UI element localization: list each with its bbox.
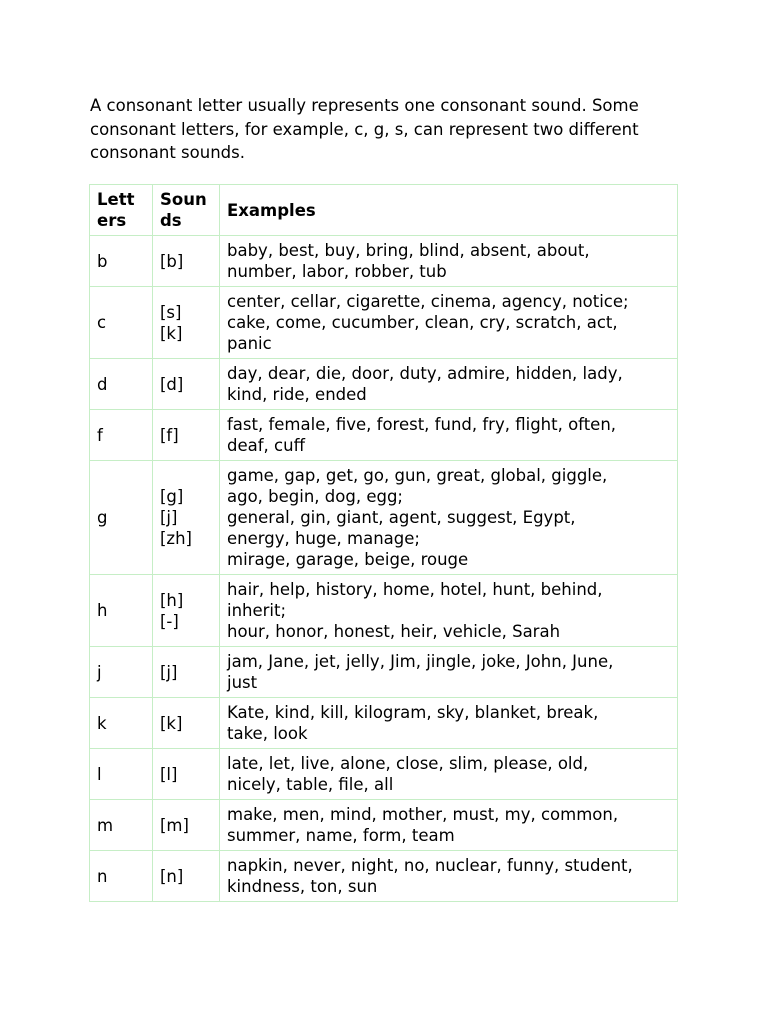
example-line: game, gap, get, go, gun, great, global, giggle,	[227, 466, 608, 485]
sound-value: [f]	[160, 425, 179, 445]
sound-cell	[153, 461, 220, 575]
sound-cell	[153, 800, 220, 851]
examples-cell	[220, 359, 678, 410]
table-header-row	[90, 185, 678, 236]
example-line: baby, best, buy, bring, blind, absent, about,	[227, 241, 590, 260]
table-row	[90, 359, 678, 410]
intro-line: consonant letters, for example, c, g, s, can represent two different	[90, 119, 639, 139]
example-line: inherit;	[227, 601, 287, 620]
table-row	[90, 749, 678, 800]
example-line: jam, Jane, jet, jelly, Jim, jingle, joke, John, June,	[227, 652, 614, 671]
intro-line: consonant sounds.	[90, 143, 245, 162]
examples-cell	[220, 287, 678, 359]
examples-cell	[220, 236, 678, 287]
sound-cell	[153, 698, 220, 749]
sound-value: [g]	[160, 487, 184, 506]
sound-value: [n]	[160, 866, 184, 886]
table-row	[90, 461, 678, 575]
letter-cell: c	[90, 287, 153, 359]
examples-cell	[220, 800, 678, 851]
letter-cell: n	[90, 851, 153, 902]
table-row	[90, 575, 678, 647]
example-line: hour, honor, honest, heir, vehicle, Sarah	[227, 622, 561, 641]
sound-value: [d]	[160, 374, 184, 394]
table-row	[90, 647, 678, 698]
examples-cell	[220, 749, 678, 800]
example-line: kind, ride, ended	[227, 385, 367, 404]
sound-value: [h]	[160, 590, 184, 610]
sound-cell	[153, 236, 220, 287]
example-line: ago, begin, dog, egg;	[227, 487, 403, 506]
header-letters-line-2: ers	[97, 211, 127, 230]
table-row	[90, 851, 678, 902]
example-line: deaf, cuff	[227, 436, 305, 455]
sound-value: [l]	[160, 764, 178, 784]
example-line: general, gin, giant, agent, suggest, Egypt,	[227, 508, 576, 527]
table-row	[90, 698, 678, 749]
consonant-sounds-table	[89, 184, 678, 902]
sound-cell	[153, 359, 220, 410]
table-row	[90, 287, 678, 359]
sound-cell	[153, 410, 220, 461]
examples-cell	[220, 575, 678, 647]
letter-cell: d	[90, 359, 153, 410]
sound-cell	[153, 575, 220, 647]
example-line: number, labor, robber, tub	[227, 262, 447, 281]
table-body	[90, 236, 678, 902]
letter-cell: b	[90, 236, 153, 287]
example-line: napkin, never, night, no, nuclear, funny, student,	[227, 856, 633, 875]
example-line: Kate, kind, kill, kilogram, sky, blanket, break,	[227, 703, 599, 722]
sound-cell	[153, 647, 220, 698]
examples-cell	[220, 410, 678, 461]
header-sounds-line-2: ds	[160, 211, 182, 230]
sound-value: [s]	[160, 302, 182, 322]
letter-cell: k	[90, 698, 153, 749]
example-line: take, look	[227, 724, 308, 743]
header-examples: Examples	[220, 185, 678, 236]
sound-value: [k]	[160, 323, 183, 343]
example-line: mirage, garage, beige, rouge	[227, 550, 469, 569]
example-line: center, cellar, cigarette, cinema, agency, notice;	[227, 292, 629, 311]
example-line: hair, help, history, home, hotel, hunt, behind,	[227, 580, 603, 599]
sound-value: [b]	[160, 251, 184, 271]
sound-cell	[153, 287, 220, 359]
example-line: nicely, table, file, all	[227, 775, 394, 794]
letter-cell: g	[90, 461, 153, 575]
examples-cell	[220, 461, 678, 575]
sound-value: [k]	[160, 713, 183, 733]
letter-cell: m	[90, 800, 153, 851]
header-letters	[90, 185, 153, 236]
table-row	[90, 236, 678, 287]
example-line: panic	[227, 334, 272, 353]
sound-value: [j]	[160, 508, 178, 527]
example-line: just	[227, 673, 258, 692]
example-line: make, men, mind, mother, must, my, common,	[227, 805, 619, 824]
intro-paragraph	[90, 94, 690, 165]
example-line: late, let, live, alone, close, slim, please, old,	[227, 754, 589, 773]
example-line: kindness, ton, sun	[227, 877, 378, 896]
sound-value: [-]	[160, 611, 179, 631]
header-sounds	[153, 185, 220, 236]
header-letters-line-1: Lett	[97, 190, 135, 209]
example-line: summer, name, form, team	[227, 826, 455, 845]
letter-cell: f	[90, 410, 153, 461]
example-line: fast, female, five, forest, fund, fry, flight, often,	[227, 415, 617, 434]
sound-value: [j]	[160, 662, 178, 682]
letter-cell: l	[90, 749, 153, 800]
letter-cell: h	[90, 575, 153, 647]
example-line: energy, huge, manage;	[227, 529, 420, 548]
examples-cell	[220, 647, 678, 698]
letter-cell: j	[90, 647, 153, 698]
table-row	[90, 410, 678, 461]
sound-cell	[153, 749, 220, 800]
sound-value: [zh]	[160, 529, 192, 548]
sound-value: [m]	[160, 815, 189, 835]
example-line: day, dear, die, door, duty, admire, hidden, lady,	[227, 364, 623, 383]
intro-line: A consonant letter usually represents one consonant sound. Some	[90, 96, 639, 115]
sound-cell	[153, 851, 220, 902]
example-line: cake, come, cucumber, clean, cry, scratch, act,	[227, 313, 618, 332]
examples-cell	[220, 698, 678, 749]
examples-cell	[220, 851, 678, 902]
header-sounds-line-1: Soun	[160, 190, 207, 209]
table-row	[90, 800, 678, 851]
